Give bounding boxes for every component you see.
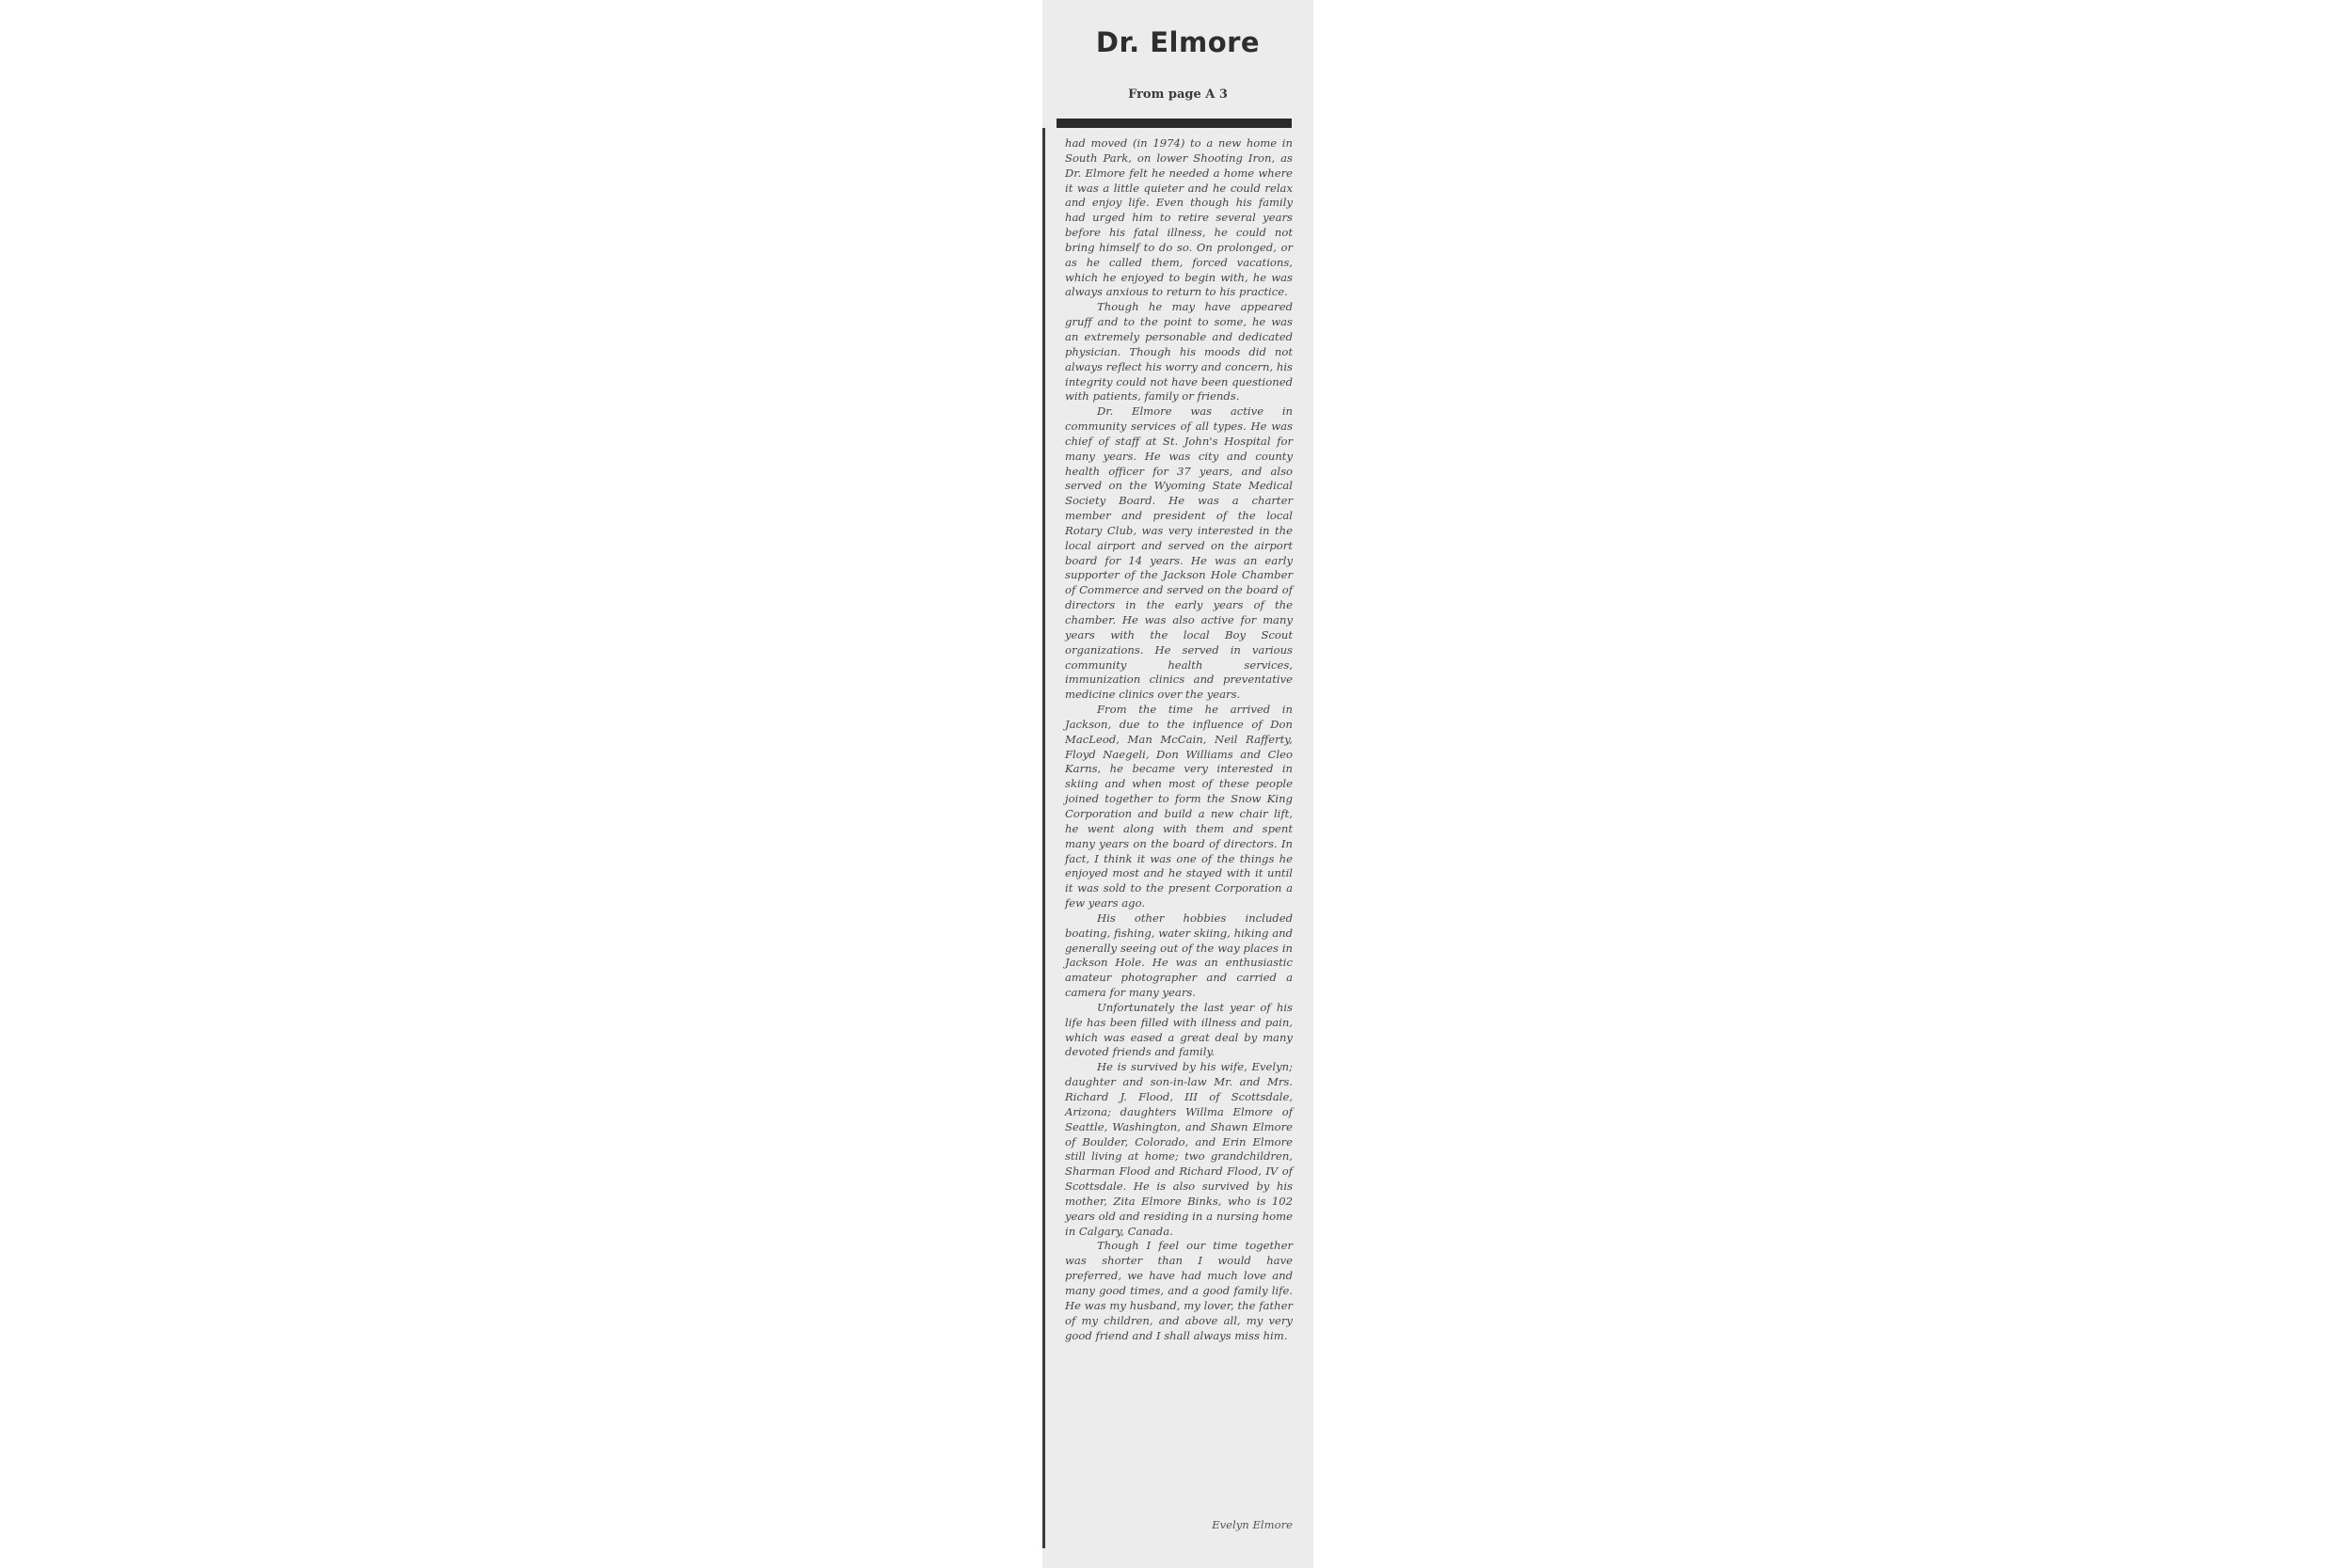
author-signature: Evelyn Elmore [1212, 1518, 1293, 1531]
newspaper-clipping [1042, 0, 1313, 1568]
paragraph-2: Though he may have appeared gruff and to the point to some, he was an extremely personable and dedicated physician. Though his moods did not always reflect his worry and concern, his integrity could not have been questioned with patients, family or friends. [1065, 300, 1293, 404]
article-body [1065, 136, 1293, 1343]
paragraph-6: Unfortunately the last year of his life has been filled with illness and pain, which was eased a great deal by many devoted friends and family. [1065, 1000, 1293, 1059]
paragraph-4: From the time he arrived in Jackson, due to the influence of Don MacLeod, Man McCain, Neil Rafferty, Floyd Naegeli, Don Williams and Cleo Karns, he became very interested in skiing and when most of these people joined together to form the Snow King Corporation and build a new chair lift, he went along with them and spent many years on the board of directors. In fact, I think it was one of the things he enjoyed most and he stayed with it until it was sold to the present Corporation a few years ago. [1065, 703, 1293, 911]
paragraph-5: His other hobbies included boating, fishing, water skiing, hiking and generally seeing out of the way places in Jackson Hole. He was an enthusiastic amateur photographer and carried a camera for many years. [1065, 911, 1293, 1000]
paragraph-8: Though I feel our time together was shorter than I would have preferred, we have had much love and many good times, and a good family life. He was my husband, my lover, the father of my children, and above all, my very good friend and I shall always miss him. [1065, 1239, 1293, 1342]
heavy-rule-divider [1057, 119, 1292, 128]
paragraph-3: Dr. Elmore was active in community services of all types. He was chief of staff at St. John's Hospital for many years. He was city and county health officer for 37 years, and also served on the Wyoming State Medical Society Board. He was a charter member and president of the local Rotary Club, was very interested in the local airport and served on the airport board for 14 years. He was an early supporter of the Jackson Hole Chamber of Commerce and served on the board of directors in the early years of the chamber. He was also active for many years with the local Boy Scout organizations. He served in various community health services, immunization clinics and preventative medicine clinics over the years. [1065, 404, 1293, 702]
article-headline: Dr. Elmore [1095, 26, 1261, 58]
paragraph-7: He is survived by his wife, Evelyn; daughter and son-in-law Mr. and Mrs. Richard J. Flood, III of Scottsdale, Arizona; daughters Willma Elmore of Seattle, Washington, and Shawn Elmore of Boulder, Colorado, and Erin Elmore still living at home; two grandchildren, Sharman Flood and Richard Flood, IV of Scottsdale. He is also survived by his mother, Zita Elmore Binks, who is 102 years old and residing in a nursing home in Calgary, Canada. [1065, 1060, 1293, 1238]
continued-from-line: From page A 3 [1128, 87, 1228, 102]
column-left-border [1042, 128, 1045, 1548]
paragraph-1: had moved (in 1974) to a new home in South Park, on lower Shooting Iron, as Dr. Elmore felt he needed a home where it was a little quieter and he could relax and enjoy life. Even though his family had urged him to retire several years before his fatal illness, he could not bring himself to do so. On prolonged, or as he called them, forced vacations, which he enjoyed to begin with, he was always anxious to return to his practice. [1065, 136, 1293, 299]
